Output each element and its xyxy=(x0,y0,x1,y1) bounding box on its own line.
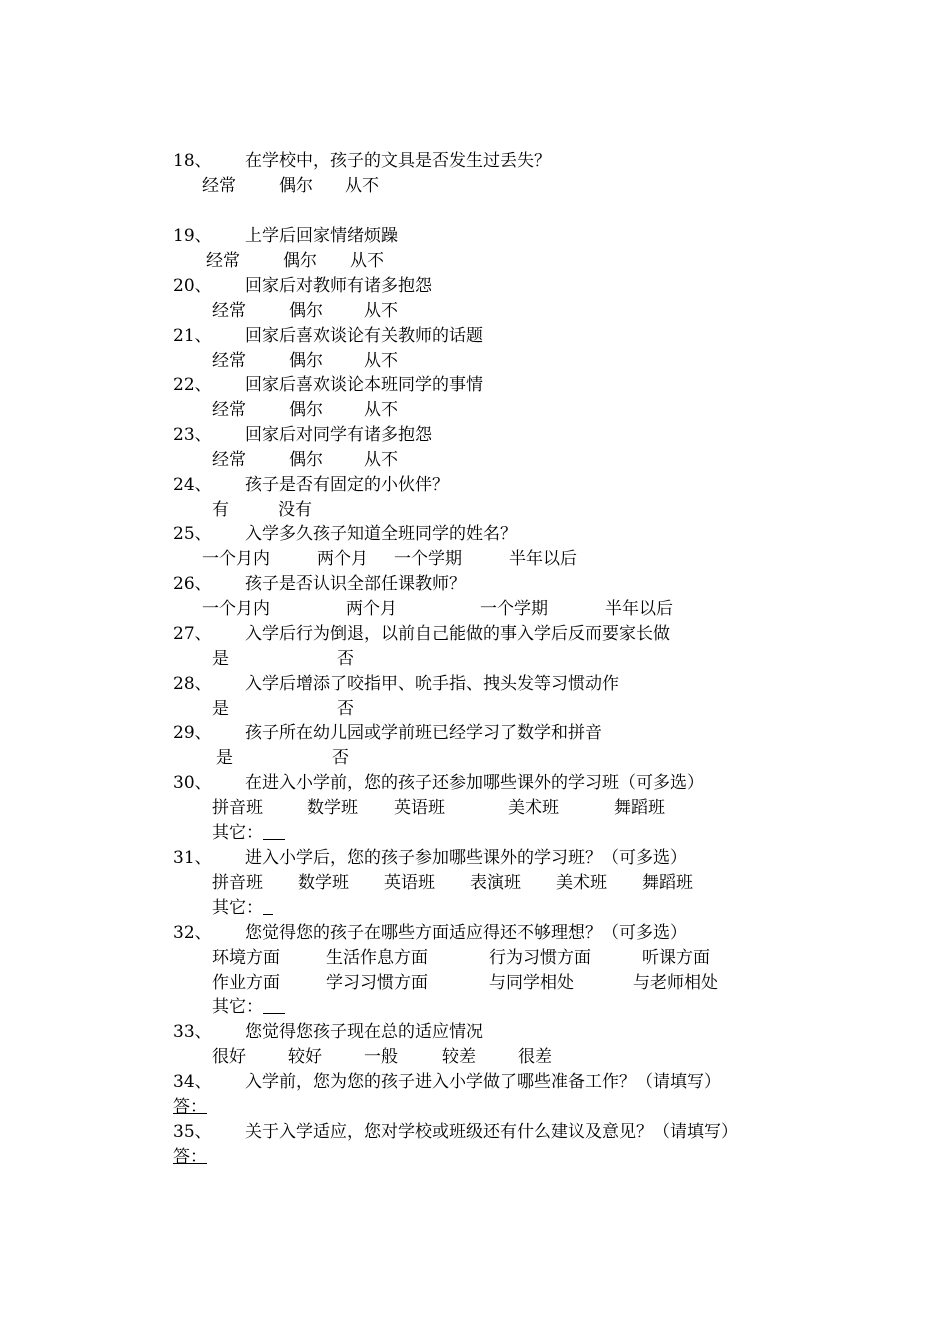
other-label: 其它： xyxy=(212,823,263,843)
question-number: 28、 xyxy=(173,674,212,694)
option: 没有 xyxy=(278,500,312,520)
option: 与同学相处 xyxy=(489,973,574,993)
question-18 xyxy=(173,150,551,172)
question-text: 您觉得您的孩子在哪些方面适应得还不够理想？（可多选） xyxy=(245,923,687,943)
option: 较好 xyxy=(288,1047,322,1067)
question-35 xyxy=(173,1121,738,1143)
question-text: 进入小学后，您的孩子参加哪些课外的学习班？（可多选） xyxy=(245,848,687,868)
option: 学习习惯方面 xyxy=(326,973,428,993)
question-text: 上学后回家情绪烦躁 xyxy=(245,226,398,246)
option: 经常 xyxy=(212,400,246,420)
option: 较差 xyxy=(442,1047,476,1067)
question-19 xyxy=(173,225,398,247)
question-text: 回家后喜欢谈论本班同学的事情 xyxy=(245,375,483,395)
option: 环境方面 xyxy=(212,948,280,968)
question-number: 25、 xyxy=(173,524,212,544)
option: 听课方面 xyxy=(642,948,710,968)
other-blank[interactable] xyxy=(263,823,285,840)
other-blank[interactable] xyxy=(263,898,273,915)
option: 否 xyxy=(337,699,354,719)
option: 一个月内 xyxy=(202,549,270,569)
question-text: 孩子是否有固定的小伙伴？ xyxy=(245,475,449,495)
option: 美术班 xyxy=(508,798,559,818)
question-23 xyxy=(173,424,432,446)
option: 偶尔 xyxy=(289,351,323,371)
question-30 xyxy=(173,772,704,794)
question-number: 20、 xyxy=(173,276,212,296)
option: 偶尔 xyxy=(289,301,323,321)
question-31 xyxy=(173,847,687,869)
option: 经常 xyxy=(206,251,240,271)
question-number: 24、 xyxy=(173,475,212,495)
question-33 xyxy=(173,1021,483,1043)
option: 从不 xyxy=(350,251,384,271)
option: 经常 xyxy=(202,176,236,196)
question-24 xyxy=(173,474,449,496)
question-text: 回家后对教师有诸多抱怨 xyxy=(245,276,432,296)
question-text: 孩子是否认识全部任课教师？ xyxy=(245,574,466,594)
option: 数学班 xyxy=(307,798,358,818)
option: 从不 xyxy=(364,351,398,371)
question-29 xyxy=(173,722,602,744)
option: 偶尔 xyxy=(289,400,323,420)
question-number: 26、 xyxy=(173,574,212,594)
option: 否 xyxy=(332,748,349,768)
other-field-31 xyxy=(212,897,273,919)
option: 与老师相处 xyxy=(633,973,718,993)
option: 美术班 xyxy=(556,873,607,893)
question-number: 18、 xyxy=(173,151,212,171)
question-28 xyxy=(173,673,619,695)
answer-field-34[interactable]: 答： xyxy=(173,1097,207,1117)
option: 从不 xyxy=(345,176,379,196)
option: 否 xyxy=(337,649,354,669)
question-text: 关于入学适应，您对学校或班级还有什么建议及意见？（请填写） xyxy=(245,1122,738,1142)
option: 拼音班 xyxy=(212,873,263,893)
option: 行为习惯方面 xyxy=(489,948,591,968)
option: 经常 xyxy=(212,450,246,470)
answer-field-35[interactable]: 答： xyxy=(173,1147,207,1167)
option: 从不 xyxy=(364,450,398,470)
question-34 xyxy=(173,1071,721,1093)
question-number: 33、 xyxy=(173,1022,212,1042)
question-32 xyxy=(173,922,687,944)
other-label: 其它： xyxy=(212,997,263,1017)
question-text: 入学后行为倒退，以前自己能做的事入学后反而要家长做 xyxy=(245,624,670,644)
question-number: 29、 xyxy=(173,723,212,743)
option: 是 xyxy=(212,649,229,669)
question-text: 孩子所在幼儿园或学前班已经学习了数学和拼音 xyxy=(245,723,602,743)
option: 是 xyxy=(216,748,233,768)
option: 有 xyxy=(212,500,229,520)
question-number: 35、 xyxy=(173,1122,212,1142)
question-number: 31、 xyxy=(173,848,212,868)
option: 一个学期 xyxy=(394,549,462,569)
other-field-30 xyxy=(212,822,285,844)
question-text: 在学校中，孩子的文具是否发生过丢失？ xyxy=(245,151,551,171)
question-number: 30、 xyxy=(173,773,212,793)
question-27 xyxy=(173,623,670,645)
question-text: 入学后增添了咬指甲、吮手指、拽头发等习惯动作 xyxy=(245,674,619,694)
question-20 xyxy=(173,275,432,297)
option: 舞蹈班 xyxy=(642,873,693,893)
other-field-32 xyxy=(212,996,285,1018)
option: 英语班 xyxy=(384,873,435,893)
option: 从不 xyxy=(364,400,398,420)
option: 很差 xyxy=(518,1047,552,1067)
option: 偶尔 xyxy=(279,176,313,196)
other-blank[interactable] xyxy=(263,997,285,1014)
question-number: 19、 xyxy=(173,226,212,246)
option: 从不 xyxy=(364,301,398,321)
option: 表演班 xyxy=(470,873,521,893)
question-text: 入学多久孩子知道全班同学的姓名？ xyxy=(245,524,517,544)
option: 半年以后 xyxy=(605,599,673,619)
option: 数学班 xyxy=(298,873,349,893)
option: 半年以后 xyxy=(509,549,577,569)
question-text: 您觉得您孩子现在总的适应情况 xyxy=(245,1022,483,1042)
question-number: 21、 xyxy=(173,326,212,346)
option: 生活作息方面 xyxy=(326,948,428,968)
option: 一个学期 xyxy=(480,599,548,619)
option: 一般 xyxy=(364,1047,398,1067)
option: 很好 xyxy=(212,1047,246,1067)
question-number: 22、 xyxy=(173,375,212,395)
option: 经常 xyxy=(212,351,246,371)
option: 舞蹈班 xyxy=(614,798,665,818)
option: 拼音班 xyxy=(212,798,263,818)
question-text: 在进入小学前，您的孩子还参加哪些课外的学习班（可多选） xyxy=(245,773,704,793)
option: 两个月 xyxy=(317,549,368,569)
question-number: 23、 xyxy=(173,425,212,445)
question-text: 入学前，您为您的孩子进入小学做了哪些准备工作？（请填写） xyxy=(245,1072,721,1092)
option: 是 xyxy=(212,699,229,719)
option: 偶尔 xyxy=(289,450,323,470)
question-number: 32、 xyxy=(173,923,212,943)
question-25 xyxy=(173,523,517,545)
question-26 xyxy=(173,573,466,595)
option: 偶尔 xyxy=(283,251,317,271)
option: 英语班 xyxy=(394,798,445,818)
question-number: 34、 xyxy=(173,1072,212,1092)
option: 作业方面 xyxy=(212,973,280,993)
option: 两个月 xyxy=(346,599,397,619)
option: 一个月内 xyxy=(202,599,270,619)
other-label: 其它： xyxy=(212,898,263,918)
option: 经常 xyxy=(212,301,246,321)
question-text: 回家后喜欢谈论有关教师的话题 xyxy=(245,326,483,346)
question-number: 27、 xyxy=(173,624,212,644)
question-22 xyxy=(173,374,483,396)
question-21 xyxy=(173,325,483,347)
question-text: 回家后对同学有诸多抱怨 xyxy=(245,425,432,445)
